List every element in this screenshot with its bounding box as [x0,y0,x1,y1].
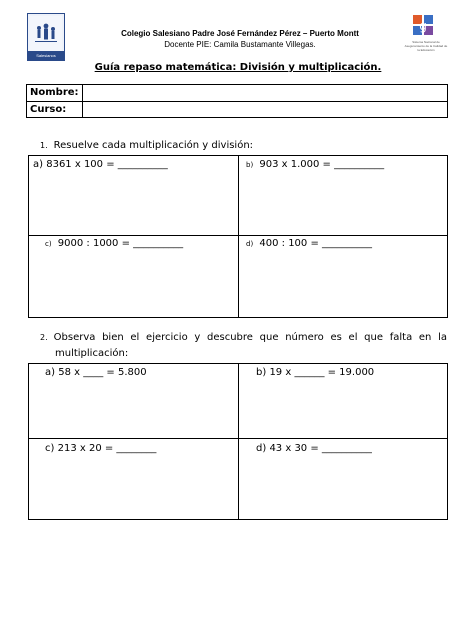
question-2-prompt [40,332,447,343]
course-row [27,101,447,118]
course-label: Curso: [27,102,83,118]
item-expression: 213 x 20 = ________ [57,443,157,454]
agency-mark-icon [412,14,434,36]
item-letter: d) [246,240,254,248]
item-expression: 58 x ____ = 5.800 [58,367,147,378]
q2-item-a[interactable] [45,367,147,378]
item-expression: 400 : 100 = __________ [259,238,373,249]
q1-item-b[interactable] [246,159,384,170]
school-name: Colegio Salesiano Padre José Fernández Pérez – Puerto Montt [121,29,359,38]
name-label: Nombre: [27,85,83,101]
item-expression: 903 x 1.000 = __________ [259,159,385,170]
item-letter: a) [45,367,56,378]
q1-item-d[interactable] [246,238,372,249]
item-expression: 19 x ______ = 19.000 [269,367,375,378]
student-info-table [26,84,448,118]
item-expression: 9000 : 1000 = __________ [57,238,184,249]
q2-item-c[interactable] [45,443,156,454]
teacher-line: Docente PIE: Camila Bustamante Villegas. [164,40,316,49]
name-field[interactable] [84,85,447,101]
q2-item-d[interactable] [256,443,372,454]
question-2-text-line1: Observa bien el ejercicio y descubre que número es el que falta en la [53,332,447,343]
svg-text:g: g [419,19,427,33]
course-field[interactable] [84,102,447,117]
question-1-text: Resuelve cada multiplicación y división: [53,140,254,151]
question-2-text-line2: multiplicación: [55,348,129,359]
children-figures-icon [33,20,59,46]
q2-item-b[interactable] [256,367,374,378]
item-letter: d) [256,443,267,454]
item-letter: b) [256,367,267,378]
question-1-number: 1. [40,141,48,150]
item-letter: b) [246,161,254,169]
agency-caption: Sistema Nacional de Aseguramiento de la Calidad de la Educación [404,40,448,52]
q1-item-c[interactable] [45,238,183,249]
item-expression: 43 x 30 = __________ [269,443,372,454]
q1-item-a[interactable] [33,159,168,170]
question-1-prompt [40,140,253,151]
worksheet-title: Guía repaso matemática: División y multiplicación. [94,62,382,73]
question-2-grid [28,363,448,520]
name-row [27,85,447,101]
item-expression: 8361 x 100 = __________ [46,159,168,170]
question-1-grid [28,155,448,318]
item-letter: a) [33,159,44,170]
logo-caption: Salesianos [28,51,64,60]
question-2-number: 2. [40,333,48,342]
item-letter: c) [45,443,55,454]
item-letter: c) [45,240,52,248]
school-logo [27,13,65,61]
agency-logo [404,12,448,56]
